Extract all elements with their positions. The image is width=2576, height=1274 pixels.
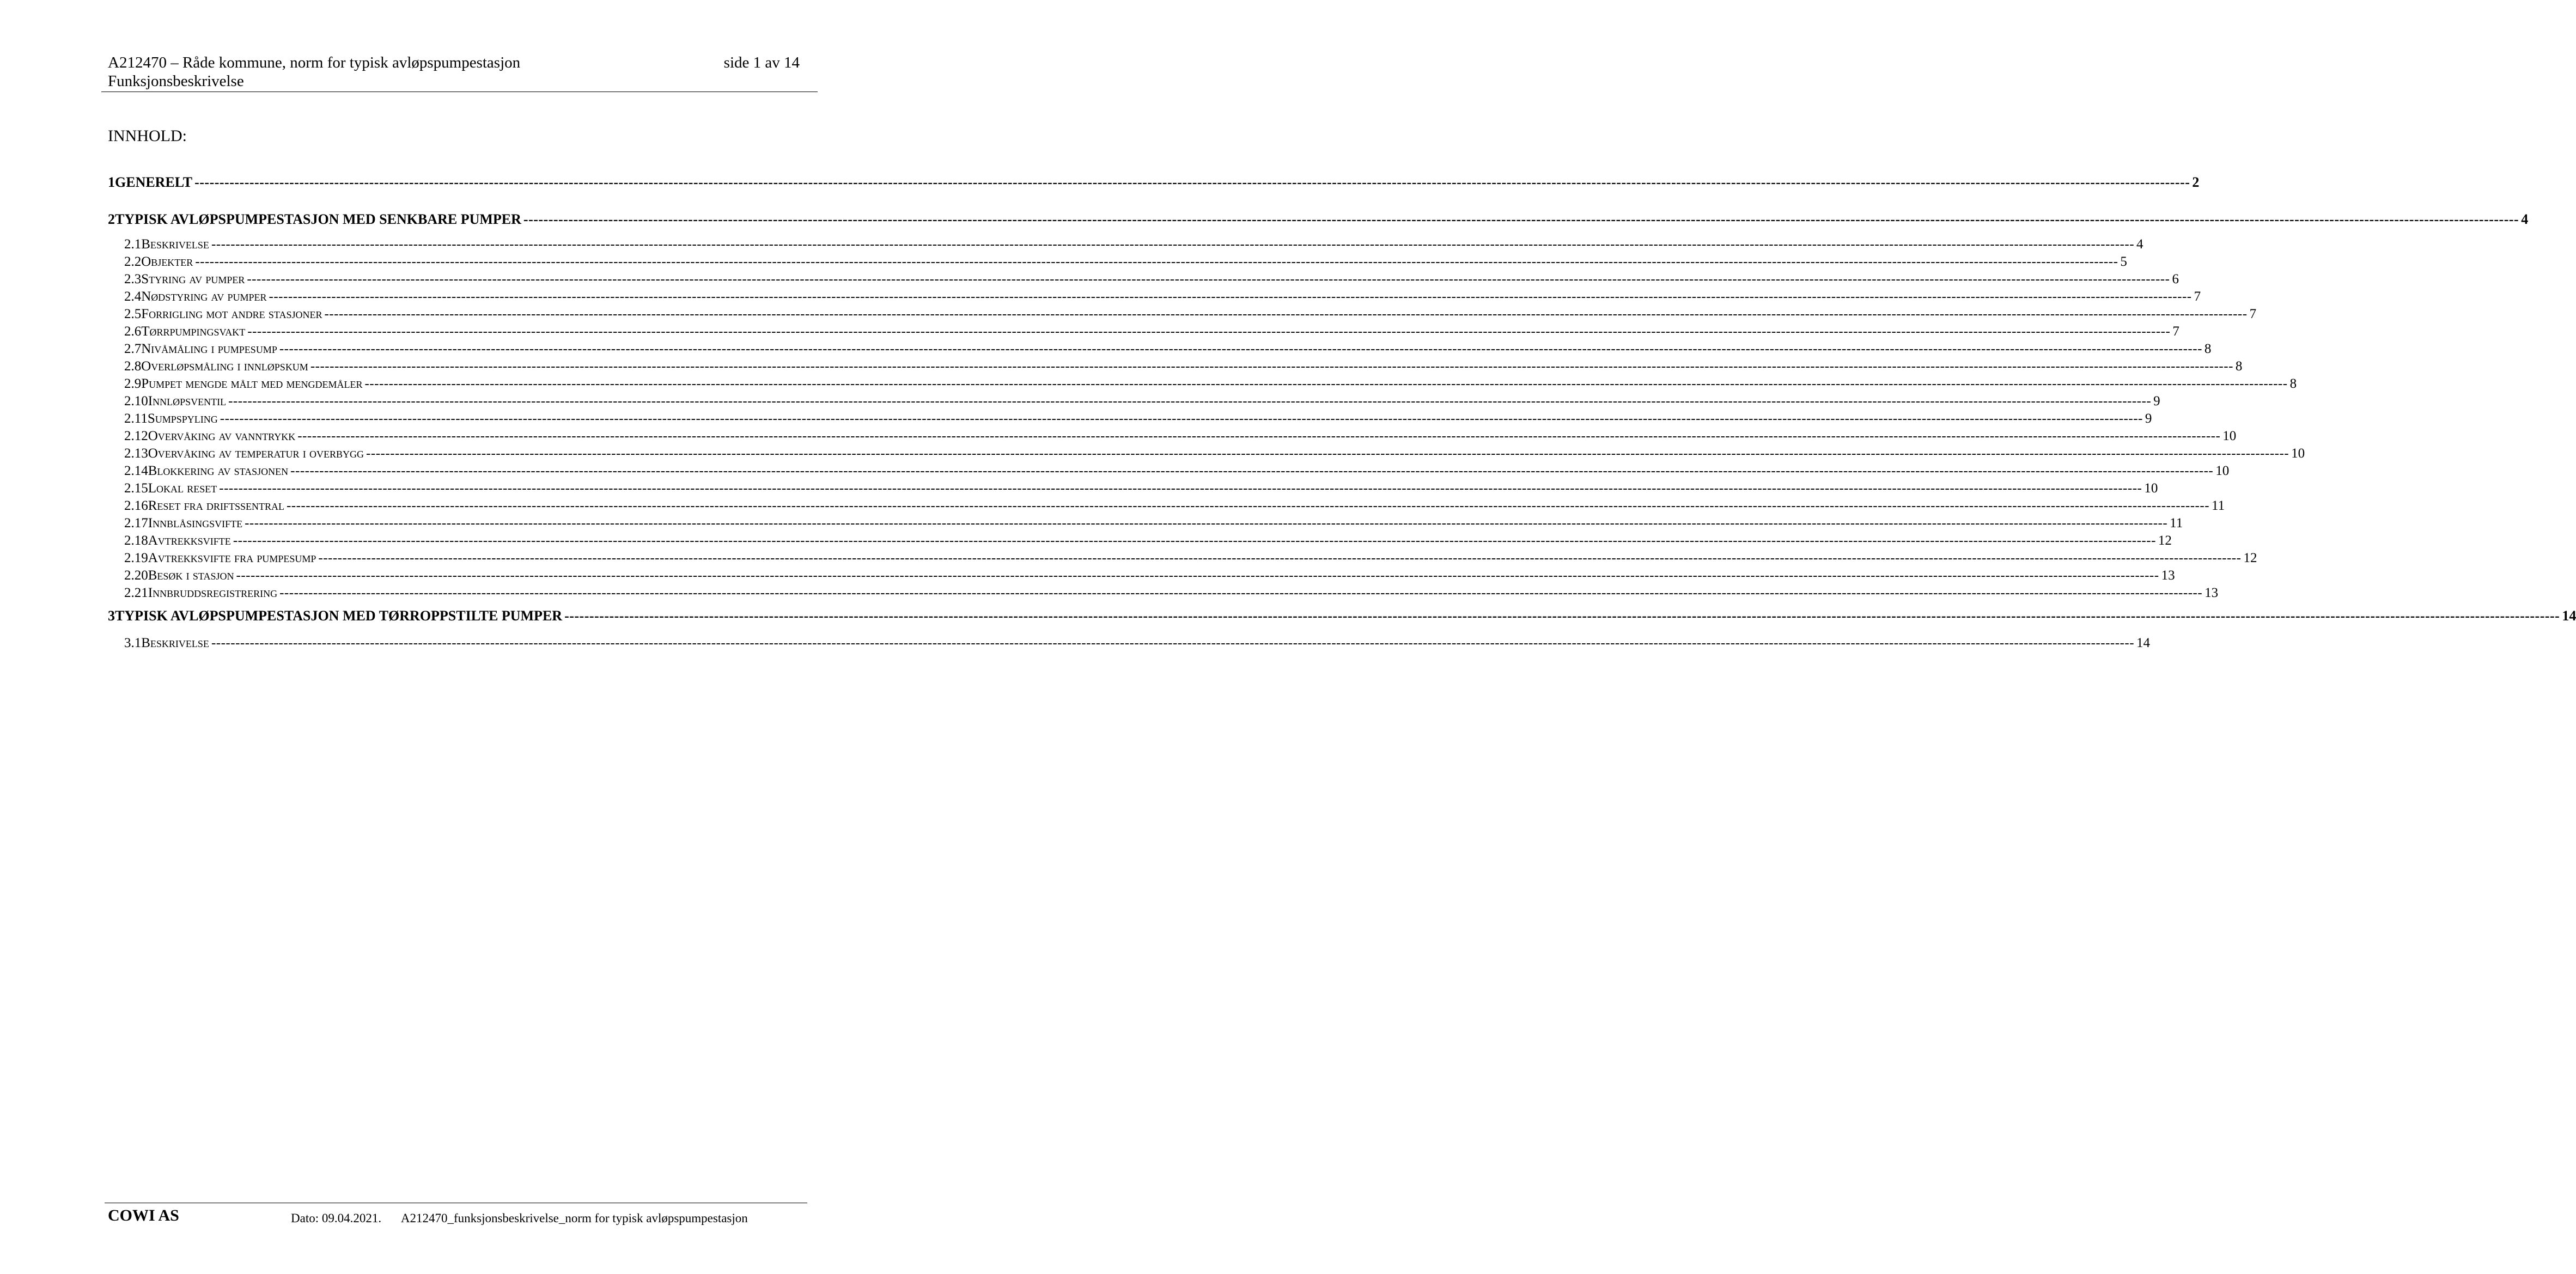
- toc-subsection-entry[interactable]: [108, 411, 2152, 427]
- toc-section-entry[interactable]: [108, 608, 2576, 624]
- toc-dot-leader: ----------------------------------------------------------------------------------------------------------------------------------------------------------------------------------------------------------------------------------------------------------------------------------------------------------------------------------------------------------------------------------------------------------------: [269, 289, 2192, 304]
- toc-entry-page: 7: [2194, 289, 2201, 304]
- toc-entry-number: 2.14: [124, 464, 148, 478]
- toc-entry-page: 4: [2521, 211, 2529, 227]
- toc-entry-title: Beskrivelse: [141, 636, 209, 650]
- toc-entry-title: Nødstyring av pumper: [141, 289, 267, 304]
- toc-subsection-entry[interactable]: [108, 635, 2151, 651]
- toc-subsection-entry[interactable]: [108, 271, 2179, 288]
- footer-date: Dato: 09.04.2021.: [291, 1211, 382, 1225]
- toc-entry-number: 2: [108, 211, 115, 227]
- toc-dot-leader: ----------------------------------------------------------------------------------------------------------------------------------------------------------------------------------------------------------------------------------------------------------------------------------------------------------------------------------------------------------------------------------------------------------------: [564, 608, 2560, 624]
- toc-entry-number: 2.7: [124, 342, 142, 356]
- toc-dot-leader: ----------------------------------------------------------------------------------------------------------------------------------------------------------------------------------------------------------------------------------------------------------------------------------------------------------------------------------------------------------------------------------------------------------------: [219, 481, 2142, 496]
- toc-dot-leader: ----------------------------------------------------------------------------------------------------------------------------------------------------------------------------------------------------------------------------------------------------------------------------------------------------------------------------------------------------------------------------------------------------------------: [279, 342, 2202, 356]
- toc-entry-number: 2.1: [124, 237, 142, 252]
- toc-entry-title: Overvåking av vanntrykk: [148, 429, 296, 443]
- toc-entry-page: 10: [2144, 481, 2158, 496]
- toc-dot-leader: ----------------------------------------------------------------------------------------------------------------------------------------------------------------------------------------------------------------------------------------------------------------------------------------------------------------------------------------------------------------------------------------------------------------: [233, 533, 2156, 548]
- toc-entry-number: 3: [108, 608, 115, 624]
- toc-entry-page: 11: [2170, 516, 2183, 531]
- toc-entry-title: Lokal reset: [148, 481, 217, 496]
- toc-entry-number: 1: [108, 174, 115, 190]
- toc-entry-title: Tørrpumpingsvakt: [141, 324, 246, 339]
- toc-subsection-entry[interactable]: [108, 568, 2175, 584]
- toc-entry-number: 2.13: [124, 446, 148, 461]
- toc-entry-page: 10: [2222, 429, 2237, 443]
- toc-entry-page: 11: [2212, 498, 2225, 513]
- toc-entry-page: 9: [2153, 394, 2160, 409]
- footer-info: [291, 1210, 748, 1227]
- toc-entry-page: 4: [2136, 237, 2143, 252]
- toc-entry-title: Besøk i stasjon: [148, 568, 234, 583]
- document-subtitle: Funksjonsbeskrivelse: [108, 72, 244, 90]
- toc-entry-page: 8: [2204, 342, 2212, 356]
- toc-entry-title: Overvåking av temperatur i overbygg: [148, 446, 364, 461]
- toc-entry-title: Nivåmåling i pumpesump: [141, 342, 277, 356]
- toc-entry-title: Sumpspyling: [147, 411, 218, 426]
- toc-dot-leader: ----------------------------------------------------------------------------------------------------------------------------------------------------------------------------------------------------------------------------------------------------------------------------------------------------------------------------------------------------------------------------------------------------------------: [228, 394, 2152, 409]
- toc-entry-page: 2: [2192, 174, 2200, 190]
- toc-dot-leader: ----------------------------------------------------------------------------------------------------------------------------------------------------------------------------------------------------------------------------------------------------------------------------------------------------------------------------------------------------------------------------------------------------------------: [297, 429, 2221, 443]
- toc-entry-title: Avtrekksvifte: [148, 533, 231, 548]
- toc-entry-page: 12: [2158, 533, 2172, 548]
- footer-company: COWI AS: [108, 1206, 179, 1224]
- toc-entry-page: 12: [2243, 551, 2257, 565]
- toc-subsection-entry[interactable]: [108, 324, 2179, 340]
- toc-entry-number: 2.15: [124, 481, 148, 496]
- toc-section-entry[interactable]: [108, 211, 2529, 228]
- toc-dot-leader: ----------------------------------------------------------------------------------------------------------------------------------------------------------------------------------------------------------------------------------------------------------------------------------------------------------------------------------------------------------------------------------------------------------------: [324, 307, 2248, 321]
- toc-subsection-entry[interactable]: [108, 254, 2127, 270]
- toc-subsection-entry[interactable]: [108, 341, 2212, 357]
- toc-subsection-entry[interactable]: [108, 306, 2257, 322]
- toc-entry-title: TYPISK AVLØPSPUMPESTASJON MED SENKBARE PUMPER: [115, 211, 521, 227]
- toc-subsection-entry[interactable]: [108, 498, 2225, 514]
- toc-dot-leader: ----------------------------------------------------------------------------------------------------------------------------------------------------------------------------------------------------------------------------------------------------------------------------------------------------------------------------------------------------------------------------------------------------------------: [220, 411, 2143, 426]
- toc-heading: INNHOLD:: [108, 127, 187, 145]
- toc-entry-title: Styring av pumper: [141, 272, 245, 287]
- toc-subsection-entry[interactable]: [108, 376, 2297, 392]
- toc-entry-title: Reset fra driftssentral: [148, 498, 284, 513]
- toc-subsection-entry[interactable]: [108, 393, 2160, 410]
- toc-subsection-entry[interactable]: [108, 585, 2219, 601]
- toc-dot-leader: ----------------------------------------------------------------------------------------------------------------------------------------------------------------------------------------------------------------------------------------------------------------------------------------------------------------------------------------------------------------------------------------------------------------: [247, 272, 2170, 287]
- toc-dot-leader: ----------------------------------------------------------------------------------------------------------------------------------------------------------------------------------------------------------------------------------------------------------------------------------------------------------------------------------------------------------------------------------------------------------------: [245, 516, 2168, 531]
- toc-subsection-entry[interactable]: [108, 550, 2257, 566]
- toc-entry-page: 8: [2235, 359, 2243, 374]
- toc-dot-leader: ----------------------------------------------------------------------------------------------------------------------------------------------------------------------------------------------------------------------------------------------------------------------------------------------------------------------------------------------------------------------------------------------------------------: [247, 324, 2171, 339]
- toc-entry-page: 9: [2145, 411, 2152, 426]
- toc-entry-number: 2.21: [124, 586, 148, 600]
- toc-entry-number: 2.12: [124, 429, 148, 443]
- toc-subsection-entry[interactable]: [108, 446, 2305, 462]
- toc-dot-leader: ----------------------------------------------------------------------------------------------------------------------------------------------------------------------------------------------------------------------------------------------------------------------------------------------------------------------------------------------------------------------------------------------------------------: [279, 586, 2203, 600]
- toc-entry-number: 2.3: [124, 272, 142, 287]
- toc-dot-leader: ----------------------------------------------------------------------------------------------------------------------------------------------------------------------------------------------------------------------------------------------------------------------------------------------------------------------------------------------------------------------------------------------------------------: [290, 464, 2214, 478]
- toc-entry-page: 7: [2249, 307, 2257, 321]
- toc-entry-page: 13: [2204, 586, 2219, 600]
- toc-entry-number: 2.5: [124, 307, 142, 321]
- toc-entry-page: 5: [2120, 254, 2127, 269]
- toc-subsection-entry[interactable]: [108, 358, 2243, 375]
- toc-entry-title: Avtrekksvifte fra pumpesump: [148, 551, 316, 565]
- toc-subsection-entry[interactable]: [108, 428, 2237, 444]
- toc-entry-title: Pumpet mengde målt med mengdemåler: [141, 376, 363, 391]
- toc-entry-number: 2.17: [124, 516, 148, 531]
- toc-entry-number: 2.20: [124, 568, 148, 583]
- toc-entry-page: 14: [2562, 608, 2576, 624]
- toc-entry-number: 2.2: [124, 254, 142, 269]
- toc-subsection-entry[interactable]: [108, 289, 2201, 305]
- toc-entry-number: 2.9: [124, 376, 142, 391]
- toc-entry-number: 2.11: [124, 411, 148, 426]
- toc-entry-title: TYPISK AVLØPSPUMPESTASJON MED TØRROPPSTILTE PUMPER: [115, 608, 563, 624]
- toc-dot-leader: ----------------------------------------------------------------------------------------------------------------------------------------------------------------------------------------------------------------------------------------------------------------------------------------------------------------------------------------------------------------------------------------------------------------: [286, 498, 2210, 513]
- toc-section-entry[interactable]: [108, 174, 2200, 191]
- toc-entry-number: 3.1: [124, 636, 142, 650]
- toc-dot-leader: ----------------------------------------------------------------------------------------------------------------------------------------------------------------------------------------------------------------------------------------------------------------------------------------------------------------------------------------------------------------------------------------------------------------: [195, 254, 2118, 269]
- toc-entry-title: Innblåsingsvifte: [148, 516, 243, 531]
- toc-entry-page: 10: [2215, 464, 2230, 478]
- toc-entry-number: 2.19: [124, 551, 148, 565]
- toc-subsection-entry[interactable]: [108, 515, 2183, 532]
- toc-entry-title: Forrigling mot andre stasjoner: [141, 307, 322, 321]
- toc-subsection-entry[interactable]: [108, 236, 2143, 253]
- toc-dot-leader: ----------------------------------------------------------------------------------------------------------------------------------------------------------------------------------------------------------------------------------------------------------------------------------------------------------------------------------------------------------------------------------------------------------------: [194, 174, 2190, 190]
- toc-entry-page: 10: [2291, 446, 2305, 461]
- toc-entry-title: GENERELT: [115, 174, 193, 190]
- toc-entry-title: Innløpsventil: [148, 394, 227, 409]
- toc-entry-title: Overløpsmåling i innløpskum: [141, 359, 308, 374]
- toc-entry-title: Objekter: [141, 254, 193, 269]
- toc-subsection-entry[interactable]: [108, 533, 2172, 549]
- toc-subsection-entry[interactable]: [108, 463, 2230, 479]
- toc-dot-leader: ----------------------------------------------------------------------------------------------------------------------------------------------------------------------------------------------------------------------------------------------------------------------------------------------------------------------------------------------------------------------------------------------------------------: [236, 568, 2159, 583]
- toc-entry-number: 2.4: [124, 289, 142, 304]
- toc-dot-leader: ----------------------------------------------------------------------------------------------------------------------------------------------------------------------------------------------------------------------------------------------------------------------------------------------------------------------------------------------------------------------------------------------------------------: [211, 636, 2135, 650]
- footer-document-name: A212470_funksjonsbeskrivelse_norm for typisk avløpspumpestasjon: [400, 1211, 748, 1225]
- toc-dot-leader: ----------------------------------------------------------------------------------------------------------------------------------------------------------------------------------------------------------------------------------------------------------------------------------------------------------------------------------------------------------------------------------------------------------------: [211, 237, 2135, 252]
- document-title: A212470 – Råde kommune, norm for typisk avløpspumpestasjon: [108, 54, 521, 71]
- toc-entry-page: 7: [2172, 324, 2179, 339]
- toc-entry-number: 2.18: [124, 533, 148, 548]
- toc-dot-leader: ----------------------------------------------------------------------------------------------------------------------------------------------------------------------------------------------------------------------------------------------------------------------------------------------------------------------------------------------------------------------------------------------------------------: [523, 211, 2519, 227]
- toc-dot-leader: ----------------------------------------------------------------------------------------------------------------------------------------------------------------------------------------------------------------------------------------------------------------------------------------------------------------------------------------------------------------------------------------------------------------: [318, 551, 2242, 565]
- toc-dot-leader: ----------------------------------------------------------------------------------------------------------------------------------------------------------------------------------------------------------------------------------------------------------------------------------------------------------------------------------------------------------------------------------------------------------------: [364, 376, 2288, 391]
- header-title-block: [108, 53, 520, 90]
- toc-dot-leader: ----------------------------------------------------------------------------------------------------------------------------------------------------------------------------------------------------------------------------------------------------------------------------------------------------------------------------------------------------------------------------------------------------------------: [366, 446, 2289, 461]
- toc-entry-page: 13: [2161, 568, 2175, 583]
- toc-entry-page: 14: [2136, 636, 2151, 650]
- toc-entry-title: Blokkering av stasjonen: [148, 464, 289, 478]
- toc-entry-page: 8: [2289, 376, 2297, 391]
- toc-subsection-entry[interactable]: [108, 480, 2158, 497]
- toc-entry-number: 2.6: [124, 324, 142, 339]
- toc-entry-title: Beskrivelse: [141, 237, 209, 252]
- toc-entry-page: 6: [2172, 272, 2179, 287]
- toc-entry-number: 2.10: [124, 394, 148, 409]
- toc-entry-number: 2.8: [124, 359, 142, 374]
- toc-entry-title: Innbruddsregistrering: [148, 586, 278, 600]
- toc-entry-number: 2.16: [124, 498, 148, 513]
- page-number: side 1 av 14: [723, 54, 800, 71]
- toc-dot-leader: ----------------------------------------------------------------------------------------------------------------------------------------------------------------------------------------------------------------------------------------------------------------------------------------------------------------------------------------------------------------------------------------------------------------: [310, 359, 2233, 374]
